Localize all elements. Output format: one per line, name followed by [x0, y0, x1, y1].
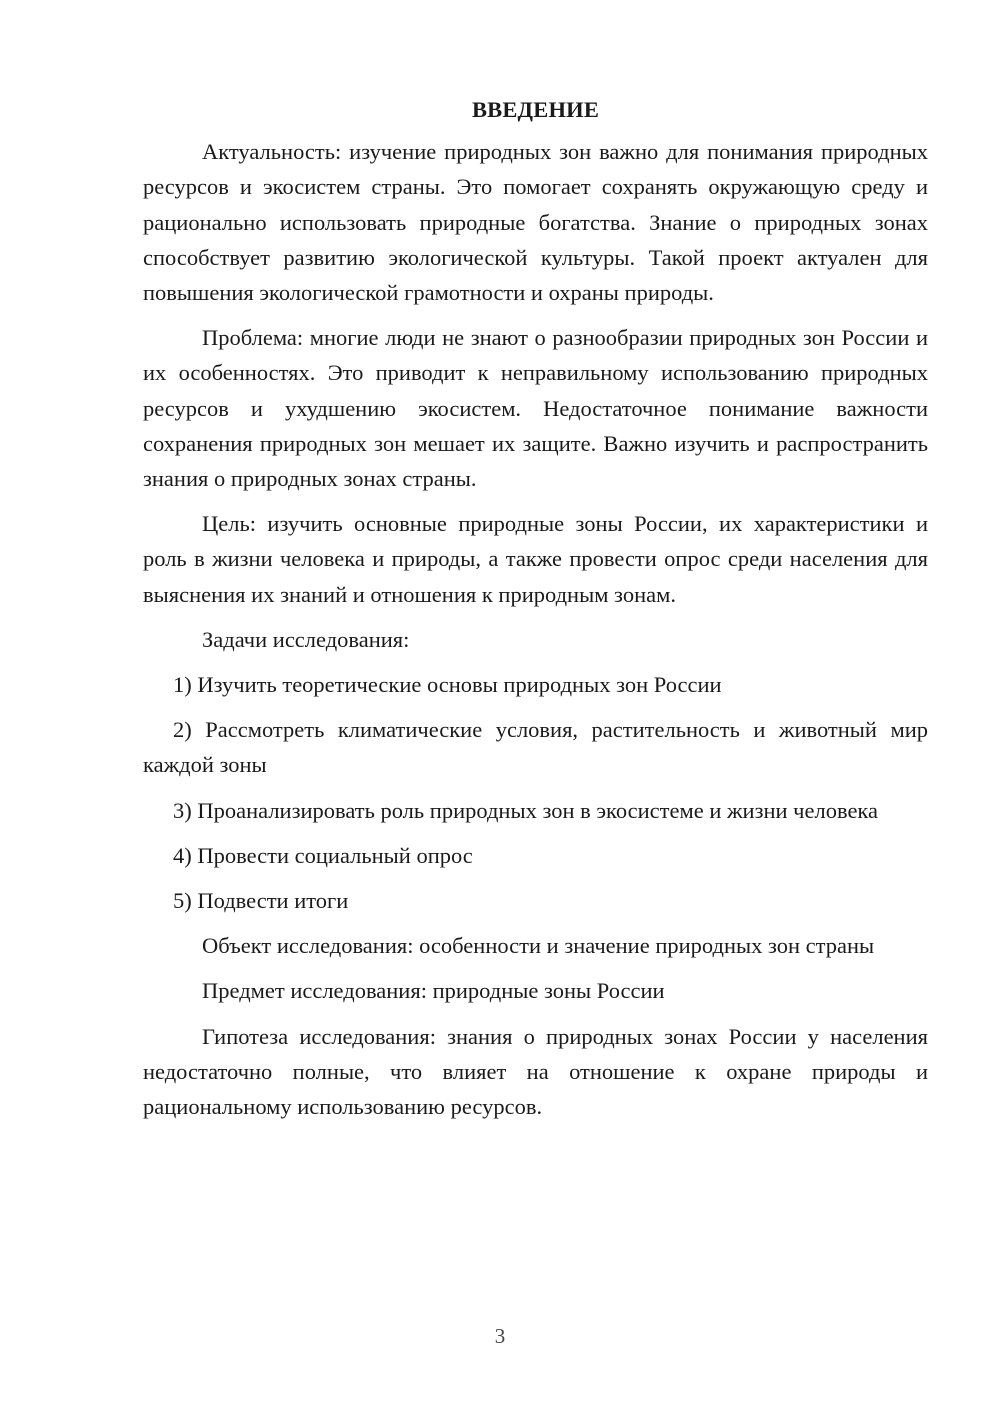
paragraph-subject: Предмет исследования: природные зоны России — [202, 978, 665, 1004]
paragraph-goal: Цель: изучить основные природные зоны России, их характеристики и роль в жизни человека и природы, а также провести опрос среди населения для выяснения их знаний и отношения к природным зонам. — [143, 511, 928, 607]
task-item-3: 3) Проанализировать роль природных зон в экосистеме и жизни человека — [173, 797, 879, 823]
paragraph-object: Объект исследования: особенности и значение природных зон страны — [202, 933, 875, 959]
tasks-heading: Задачи исследования: — [202, 626, 410, 652]
paragraph-problem: Проблема: многие люди не знают о разнообразии природных зон России и их особенностях. Это приводит к неправильному использованию природных ресурсов и ухудшению экосистем. Недостаточное понимание важности сохранения природных зон мешает их защите. Важно изучить и распространить знания о природных зонах страны. — [143, 325, 928, 492]
task-item-1: 1) Изучить теоретические основы природных зон России — [173, 672, 722, 698]
paragraph-hypothesis: Гипотеза исследования: знания о природных зонах России у населения недостаточно полные, что влияет на отношение к охране природы и рациональному использованию ресурсов. — [143, 1023, 928, 1120]
task-item-4: 4) Провести социальный опрос — [173, 842, 473, 868]
section-title: ВВЕДЕНИЕ — [471, 97, 600, 122]
task-item-5: 5) Подвести итоги — [173, 888, 349, 914]
paragraph-relevance: Актуальность: изучение природных зон важно для понимания природных ресурсов и экосистем страны. Это помогает сохранять окружающую среду и рационально использовать природные богатства. Знание о природных зонах способствует развитию экологической культуры. Такой проект актуален для повышения экологической грамотности и охраны природы. — [143, 139, 928, 306]
page-number: 3 — [494, 1324, 506, 1348]
document-page — [143, 92, 928, 1134]
task-item-2: 2) Рассмотреть климатические условия, растительность и животный мир каждой зоны — [143, 717, 928, 778]
